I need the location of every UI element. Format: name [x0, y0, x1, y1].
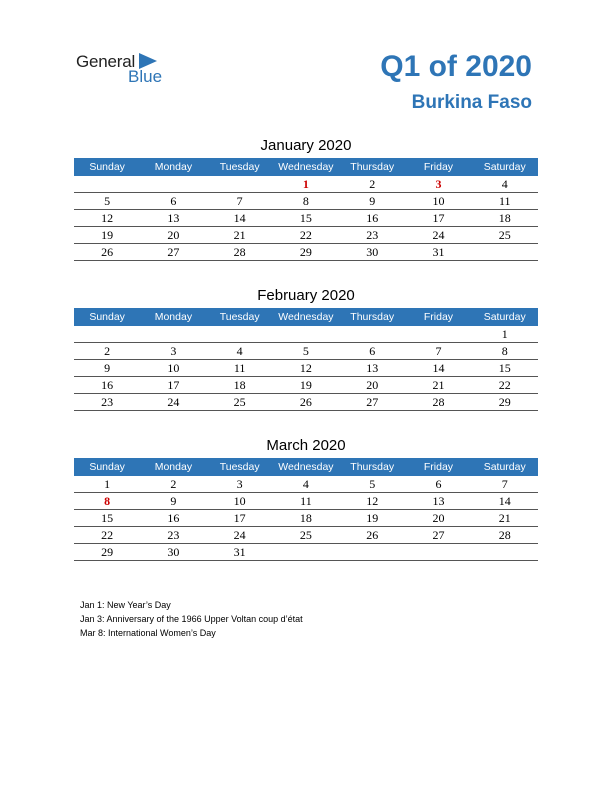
- day-cell: 21: [498, 511, 511, 525]
- day-cell: 31: [432, 245, 445, 259]
- day-cell: 17: [167, 378, 180, 392]
- day-cell: 20: [366, 378, 379, 392]
- day-cell: [273, 544, 339, 560]
- day-cell: 25: [498, 228, 511, 242]
- day-cell: [207, 176, 273, 192]
- day-cell: 29: [498, 395, 511, 409]
- day-cell: 4: [236, 344, 243, 358]
- logo: [76, 52, 176, 88]
- month-title: January 2020: [260, 137, 352, 154]
- day-cell: 16: [167, 511, 180, 525]
- day-cell: 29: [101, 545, 114, 559]
- day-cell: 23: [366, 228, 379, 242]
- day-cell: 12: [101, 211, 114, 225]
- weekday-label: Tuesday: [219, 311, 260, 323]
- day-cell: 30: [366, 245, 379, 259]
- week-row: [74, 377, 538, 394]
- month-title: February 2020: [257, 287, 355, 304]
- day-cell: 7: [501, 477, 508, 491]
- day-cell: 24: [233, 528, 246, 542]
- day-cell: [74, 176, 140, 192]
- day-cell: [472, 244, 538, 260]
- day-cell: 20: [167, 228, 180, 242]
- day-cell: 24: [432, 228, 445, 242]
- day-cell: 6: [435, 477, 442, 491]
- day-cell: 5: [302, 344, 309, 358]
- month-february: [74, 286, 538, 411]
- day-cell: 28: [498, 528, 511, 542]
- week-row: [74, 360, 538, 377]
- day-cell: 16: [101, 378, 114, 392]
- week-row: [74, 227, 538, 244]
- day-cell: 4: [501, 177, 508, 191]
- day-cell: 14: [432, 361, 445, 375]
- day-cell: 26: [299, 395, 312, 409]
- day-cell: 2: [369, 177, 376, 191]
- day-cell: 3: [236, 477, 243, 491]
- weekday-header: [74, 158, 538, 176]
- day-cell: 30: [167, 545, 180, 559]
- holiday-note: Jan 3: Anniversary of the 1966 Upper Voltan coup d’état: [80, 614, 303, 624]
- day-cell: 11: [498, 194, 511, 208]
- day-cell: [339, 544, 405, 560]
- day-cell: 11: [233, 361, 246, 375]
- day-cell: 10: [432, 194, 445, 208]
- day-cell: 31: [233, 545, 246, 559]
- day-cell: 14: [498, 494, 511, 508]
- day-cell: 18: [233, 378, 246, 392]
- day-cell: 21: [233, 228, 246, 242]
- day-cell: 15: [299, 211, 312, 225]
- weekday-label: Wednesday: [278, 311, 334, 323]
- day-cell: 14: [233, 211, 246, 225]
- day-cell: 23: [101, 395, 114, 409]
- day-cell: 15: [101, 511, 114, 525]
- day-cell: 13: [167, 211, 180, 225]
- weekday-label: Saturday: [483, 161, 526, 173]
- day-cell: [472, 544, 538, 560]
- day-cell: 15: [498, 361, 511, 375]
- day-cell: 20: [432, 511, 445, 525]
- week-row: [74, 176, 538, 193]
- day-cell: 29: [299, 245, 312, 259]
- holiday-note: Jan 1: New Year’s Day: [80, 600, 171, 610]
- weekday-label: Tuesday: [219, 461, 260, 473]
- day-cell: 27: [432, 528, 445, 542]
- weekday-header: [74, 458, 538, 476]
- day-cell: 24: [167, 395, 180, 409]
- weekday-label: Thursday: [350, 311, 395, 323]
- day-cell: 6: [170, 194, 177, 208]
- week-row: [74, 343, 538, 360]
- day-cell: 12: [299, 361, 312, 375]
- weekday-label: Tuesday: [219, 161, 260, 173]
- day-cell: 18: [299, 511, 312, 525]
- day-cell: 21: [432, 378, 445, 392]
- weekday-label: Saturday: [483, 461, 526, 473]
- day-cell: 11: [300, 494, 312, 508]
- weekday-label: Sunday: [89, 161, 125, 173]
- holiday-notes: [80, 598, 303, 640]
- holiday-note: Mar 8: International Women’s Day: [80, 628, 216, 638]
- logo-general-text: General: [76, 52, 136, 71]
- day-cell: 1: [501, 327, 508, 341]
- weekday-label: Friday: [423, 161, 454, 173]
- holiday-day-cell: 1: [302, 177, 309, 191]
- week-row: [74, 394, 538, 411]
- day-cell: 26: [366, 528, 379, 542]
- weekday-label: Wednesday: [278, 161, 334, 173]
- day-cell: 9: [369, 194, 376, 208]
- month-title: March 2020: [266, 437, 346, 454]
- weekday-label: Thursday: [350, 461, 395, 473]
- day-cell: [140, 326, 206, 342]
- week-row: [74, 493, 538, 510]
- day-cell: [140, 176, 206, 192]
- day-cell: 2: [104, 344, 111, 358]
- day-cell: 12: [366, 494, 379, 508]
- day-cell: 5: [104, 194, 111, 208]
- day-cell: 18: [498, 211, 511, 225]
- day-cell: 26: [101, 245, 114, 259]
- weekday-label: Friday: [423, 461, 454, 473]
- weekday-label: Monday: [154, 311, 193, 323]
- day-cell: 13: [432, 494, 445, 508]
- day-cell: 8: [302, 194, 309, 208]
- day-cell: 9: [170, 494, 177, 508]
- day-cell: 17: [432, 211, 445, 225]
- day-cell: 3: [170, 344, 177, 358]
- day-cell: 19: [101, 228, 114, 242]
- day-cell: [405, 544, 471, 560]
- day-cell: [74, 326, 140, 342]
- weekday-label: Wednesday: [278, 461, 334, 473]
- day-cell: 2: [170, 477, 177, 491]
- month-march: [74, 436, 538, 561]
- week-row: [74, 193, 538, 210]
- day-cell: 1: [104, 477, 111, 491]
- day-cell: [207, 326, 273, 342]
- day-cell: 8: [501, 344, 508, 358]
- day-cell: 6: [369, 344, 376, 358]
- day-cell: 22: [299, 228, 312, 242]
- weekday-label: Sunday: [89, 311, 125, 323]
- week-row: [74, 510, 538, 527]
- day-cell: 19: [299, 378, 312, 392]
- day-cell: 10: [167, 361, 180, 375]
- day-cell: 25: [233, 395, 246, 409]
- day-cell: 16: [366, 211, 379, 225]
- week-row: [74, 326, 538, 343]
- page-subtitle: Burkina Faso: [411, 92, 532, 113]
- day-cell: 13: [366, 361, 379, 375]
- day-cell: 22: [498, 378, 511, 392]
- weekday-label: Monday: [154, 461, 193, 473]
- day-cell: 7: [236, 194, 243, 208]
- day-cell: 7: [435, 344, 442, 358]
- day-cell: 25: [299, 528, 312, 542]
- weekday-label: Friday: [423, 311, 454, 323]
- day-cell: 28: [432, 395, 445, 409]
- day-cell: 10: [233, 494, 246, 508]
- day-cell: 28: [233, 245, 246, 259]
- day-cell: 5: [369, 477, 376, 491]
- week-row: [74, 544, 538, 561]
- weekday-label: Saturday: [483, 311, 526, 323]
- day-cell: 27: [366, 395, 379, 409]
- day-cell: 27: [167, 245, 180, 259]
- logo-blue-text: Blue: [128, 67, 163, 86]
- page-title: Q1 of 2020: [380, 50, 532, 83]
- week-row: [74, 244, 538, 261]
- day-cell: [339, 326, 405, 342]
- week-row: [74, 527, 538, 544]
- weekday-label: Monday: [154, 161, 193, 173]
- week-row: [74, 476, 538, 493]
- day-cell: 22: [101, 528, 114, 542]
- holiday-day-cell: 8: [104, 494, 111, 508]
- weekday-label: Sunday: [89, 461, 125, 473]
- month-january: [74, 136, 538, 261]
- day-cell: 23: [167, 528, 180, 542]
- weekday-header: [74, 308, 538, 326]
- weekday-label: Thursday: [350, 161, 395, 173]
- day-cell: 19: [366, 511, 379, 525]
- day-cell: 4: [302, 477, 309, 491]
- day-cell: [273, 326, 339, 342]
- day-cell: 9: [104, 361, 111, 375]
- week-row: [74, 210, 538, 227]
- day-cell: 17: [233, 511, 246, 525]
- holiday-day-cell: 3: [435, 177, 442, 191]
- day-cell: [405, 326, 471, 342]
